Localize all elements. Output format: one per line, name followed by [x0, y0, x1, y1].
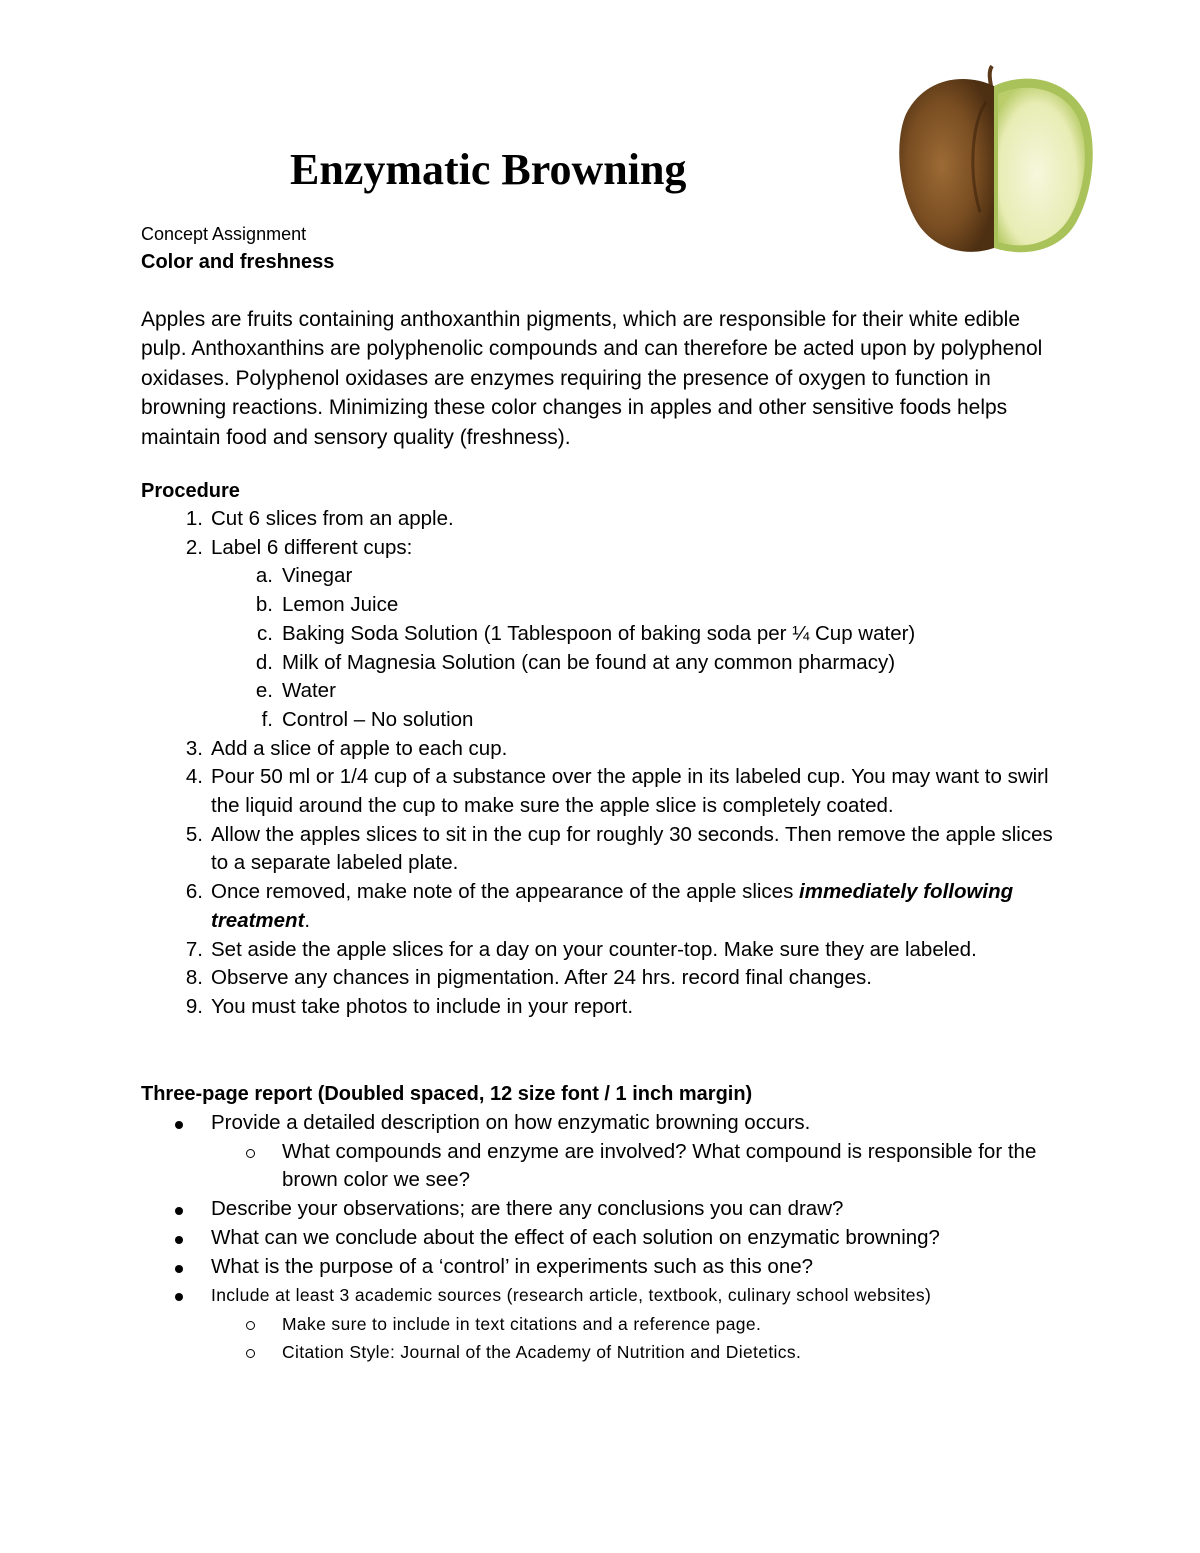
list-item: e. Water	[255, 679, 336, 703]
list-item: d. Milk of Magnesia Solution (can be found at any common pharmacy)	[255, 650, 896, 674]
list-item: 9. You must take photos to include in your report.	[185, 994, 634, 1018]
list-item: Citation Style: Journal of the Academy of Nutrition and Dietetics.	[141, 1338, 1071, 1367]
bullet-icon	[175, 1121, 183, 1129]
list-item: Make sure to include in text citations and a reference page.	[141, 1310, 1071, 1339]
list-item: What is the purpose of a ‘control’ in experiments such as this one?	[141, 1253, 1071, 1282]
list-item: c. Baking Soda Solution (1 Tablespoon of baking soda per ¼ Cup water)	[257, 621, 916, 645]
list-item: Include at least 3 academic sources (research article, textbook, culinary school websites)	[141, 1281, 1071, 1310]
sub-bullet-icon	[246, 1149, 255, 1158]
list-item: 1. Cut 6 slices from an apple.	[185, 507, 454, 530]
list-item: 4. Pour 50 ml or 1/4 cup of a substance over the apple in its labeled cup. You may want to swirl the liquid around the cup to make sure the apple slice is completely coated.	[185, 765, 1049, 818]
list-item: Describe your observations; are there any conclusions you can draw?	[141, 1195, 1071, 1224]
list-item: 6. Once removed, make note of the appearance of the apple slices immediately following treatment.	[185, 880, 1014, 932]
report-list	[141, 1109, 1071, 1367]
list-item: a. Vinegar	[255, 564, 353, 588]
procedure-heading: Procedure	[141, 480, 240, 502]
list-item: 7. Set aside the apple slices for a day on your counter-top. Make sure they are labeled.	[185, 937, 977, 961]
assignment-subtitle: Concept Assignment	[141, 224, 307, 244]
bullet-icon	[175, 1265, 183, 1273]
bullet-icon	[175, 1207, 183, 1215]
list-item: f. Control – No solution	[261, 707, 474, 731]
report-heading: Three-page report (Doubled spaced, 12 size font / 1 inch margin)	[141, 1083, 753, 1105]
list-item: 5. Allow the apples slices to sit in the cup for roughly 30 seconds. Then remove the apple slices to a separate labeled plate.	[185, 822, 1053, 875]
list-item: b. Lemon Juice	[255, 593, 399, 617]
intro-paragraph: Apples are fruits containing anthoxanthin pigments, which are responsible for their white edible pulp. Anthoxanthins are polyphenolic compounds and can therefore be acted upon by polyphenol oxidases. Polyphenol oxidases are enzymes requiring the presence of oxygen to function in browning reactions. Minimizing these color changes in apples and other sensitive foods helps maintain food and sensory quality (freshness).	[141, 308, 1043, 449]
sub-bullet-icon	[246, 1321, 255, 1330]
section-heading-color: Color and freshness	[141, 251, 335, 273]
list-item: 3. Add a slice of apple to each cup.	[185, 736, 508, 760]
list-item: 8. Observe any chances in pigmentation. After 24 hrs. record final changes.	[185, 966, 872, 990]
page-title: Enzymatic Browning	[290, 145, 687, 194]
apple-illustration	[894, 62, 1098, 260]
list-item: What compounds and enzyme are involved? What compound is responsible for the brown color we see?	[141, 1138, 1071, 1195]
procedure-list	[141, 505, 1071, 1022]
list-item: Provide a detailed description on how enzymatic browning occurs.	[141, 1109, 1071, 1138]
bullet-icon	[175, 1236, 183, 1244]
browned-half	[899, 79, 994, 252]
sub-bullet-icon	[246, 1349, 255, 1358]
list-item: 2. Label 6 different cups:	[185, 535, 413, 559]
list-item: What can we conclude about the effect of each solution on enzymatic browning?	[141, 1224, 1071, 1253]
bullet-icon	[175, 1293, 183, 1301]
